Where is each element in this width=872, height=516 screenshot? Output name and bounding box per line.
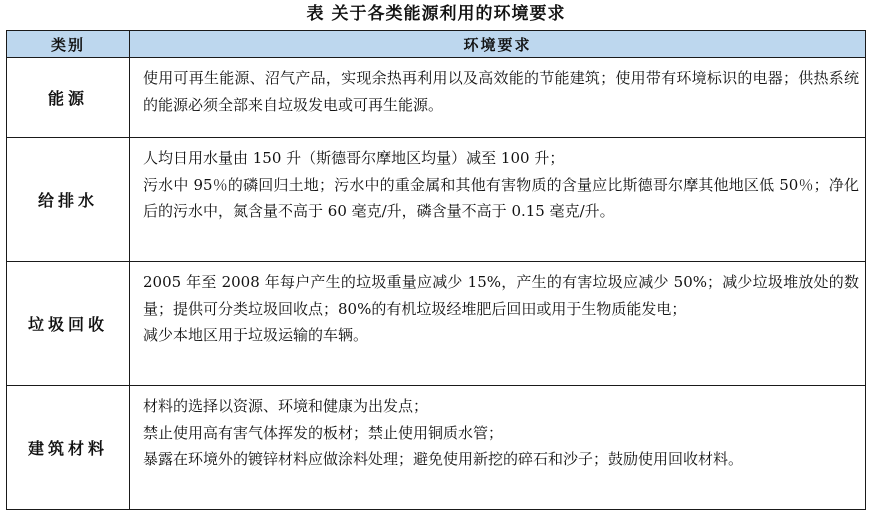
requirement-cell (130, 386, 866, 510)
table-caption: 表 关于各类能源利用的环境要求 (306, 4, 566, 24)
category-cell: 垃圾回收 (7, 262, 130, 386)
table-header-row (7, 31, 866, 58)
requirement-line: 污水中 95％的磷回归土地；污水中的重金属和其他有害物质的含量应比斯德哥尔摩其他地区低 50％；净化后的污水中，氮含量不高于 60 毫克/升，磷含量不高于 0.15 毫克/升。 (143, 175, 859, 220)
requirement-cell (130, 262, 866, 386)
requirement-cell (130, 138, 866, 262)
table-row-materials (7, 386, 866, 510)
requirement-cell (130, 58, 866, 138)
requirement-line: 人均日用水量由 150 升（斯德哥尔摩地区均量）减至 100 升； (143, 149, 565, 167)
requirement-line: 材料的选择以资源、环境和健康为出发点； (143, 397, 429, 415)
table-row-energy (7, 58, 866, 138)
category-cell: 建筑材料 (7, 386, 130, 510)
environment-requirements-table (6, 30, 866, 510)
requirement-line: 使用可再生能源、沼气产品，实现余热再利用以及高效能的节能建筑；使用带有环境标识的电器；供热系统的能源必须全部来自垃圾发电或可再生能源。 (143, 69, 859, 114)
requirement-line: 2005 年至 2008 年每户产生的垃圾重量应减少 15%，产生的有害垃圾应减少 50%；减少垃圾堆放处的数量；提供可分类垃圾回收点；80%的有机垃圾经堆肥后回田或用于生物质能发电； (143, 273, 859, 318)
header-requirements: 环境要求 (130, 31, 866, 58)
category-cell: 能源 (7, 58, 130, 138)
requirement-line: 暴露在环境外的镀锌材料应做涂料处理；避免使用新挖的碎石和沙子；鼓励使用回收材料。 (143, 450, 744, 468)
requirement-line: 禁止使用高有害气体挥发的板材；禁止使用铜质水管； (143, 423, 504, 442)
table-row-waste (7, 262, 866, 386)
header-category: 类别 (7, 31, 130, 58)
requirement-line: 减少本地区用于垃圾运输的车辆。 (143, 326, 369, 344)
category-cell: 给排水 (7, 138, 130, 262)
table-row-water (7, 138, 866, 262)
